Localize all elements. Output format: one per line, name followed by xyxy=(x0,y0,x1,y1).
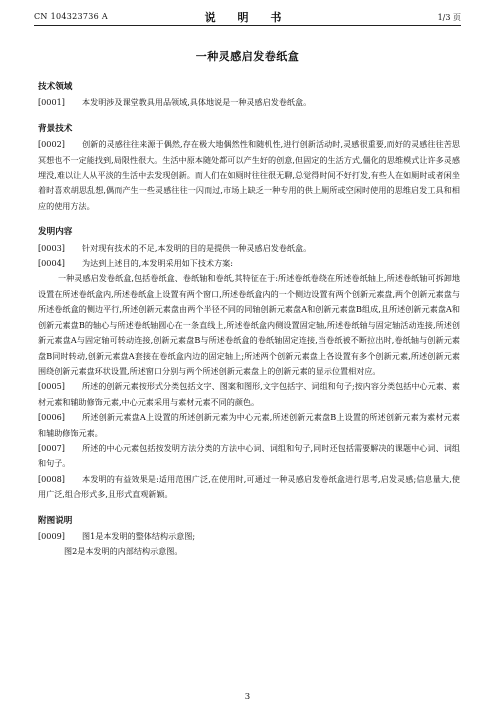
paragraph-0007 xyxy=(38,441,460,472)
paragraph-text: 所述的创新元素按形式分类包括文字、图案和图形,文字包括字、词组和句子;按内容分类包括中心元素、素材元素和辅助修饰元素,中心元素采用与素材元素不同的颜色。 xyxy=(38,381,460,407)
section-tech-field: 技术领域 xyxy=(38,82,73,92)
paragraph-text: 所述的中心元素包括按发明方法分类的方法中心词、词组和句子,同时还包括需要解决的课题中心词、词组和句子。 xyxy=(38,442,460,469)
page-indicator: 1/3 页 xyxy=(437,13,461,22)
paragraph-0001 xyxy=(38,95,460,110)
paragraph-text: 为达到上述目的,本发明采用如下技术方案: xyxy=(82,258,233,269)
paragraph-text: 本发明的有益效果是:适用范围广泛,在使用时,可通过一种灵感启发卷纸盒进行思考,启发灵感;信息量大,使用广泛,组合形式多,且形式直观新颖。 xyxy=(38,473,460,500)
paragraph-number: [0003] xyxy=(38,242,65,253)
paragraph-number: [0007] xyxy=(38,442,65,453)
document-type: 说 明 书 xyxy=(204,11,291,24)
paragraph-0004 xyxy=(38,256,460,271)
page-number: 3 xyxy=(244,692,251,702)
paragraph-text: 图1是本发明的整体结构示意图; xyxy=(82,530,196,541)
paragraph-number: [0004] xyxy=(38,258,65,269)
document-title: 一种灵感启发卷纸盒 xyxy=(195,50,300,63)
paragraph-text: 本发明涉及课堂教具用品领域,具体地说是一种灵感启发卷纸盒。 xyxy=(82,97,312,108)
paragraph-0009 xyxy=(38,529,460,544)
paragraph-0005 xyxy=(38,379,460,410)
paragraph-number: [0005] xyxy=(38,381,65,392)
paragraph-0003 xyxy=(38,241,460,256)
paragraph-0008 xyxy=(38,472,460,503)
paragraph-text: 所述创新元素盘A上设置的所述创新元素为中心元素,所述创新元素盘B上设置的所述创新元素为素材元素和辅助修饰元素。 xyxy=(38,412,460,438)
section-summary: 发明内容 xyxy=(38,227,73,238)
document-body xyxy=(38,78,460,560)
page-header xyxy=(34,8,461,26)
section-drawings: 附图说明 xyxy=(38,515,73,526)
paragraph-text: 针对现有技术的不足,本发明的目的是提供一种灵感启发卷纸盒。 xyxy=(82,242,312,253)
paragraph-text: 创新的灵感往往来源于偶然,存在极大地偶然性和随机性,进行创新活动时,灵感很重要,而好的灵感往往苦思冥想也不一定能找到,局限性很大。生活中原本随处都可以产生好的创意,但固定的生活方式,僵化的思维模式让许多灵感埋没,难以让人从平淡的生活中去发现创新。而人们在如厕时往往很无聊,总觉得时间不好打发,有些人在如厕时或者闲坐着时喜欢胡思乱想,偶而产生一些灵感往往一闪而过,市场上缺乏一种专用的供上厕所或空闲时使用的思维启发工具和相应的使用方法。 xyxy=(38,139,460,211)
paragraph-number: [0009] xyxy=(38,530,65,541)
paragraph-number: [0002] xyxy=(38,139,65,150)
paragraph-number: [0001] xyxy=(38,97,65,108)
paragraph-number: [0008] xyxy=(38,473,65,484)
paragraph-0002 xyxy=(38,137,460,214)
paragraph-number: [0006] xyxy=(38,412,65,423)
publication-number: CN 104323736 A xyxy=(34,12,108,21)
paragraph-0006 xyxy=(38,410,460,441)
paragraph-0004-body: 一种灵感启发卷纸盒,包括卷纸盒、卷纸轴和卷纸,其特征在于:所述卷纸卷绕在所述卷纸轴上,所述卷纸轴可拆卸地设置在所述卷纸盒内,所述卷纸盒上设置有两个窗口,所述卷纸盒内的一个侧边设置有两个创新元素盘,两个创新元素盘与所述卷纸盒的侧边平行,所述创新元素盘由两个半径不同的同轴创新元素盘A和创新元素盘B组成,且所述创新元素盘A和创新元素盘B的轴心与所述卷纸轴圆心在一条直线上,所述卷纸盒内侧设置固定轴,所述卷纸轴与固定轴活动连接,所述创新元素盘A与固定轴可转动连接,创新元素盘B与所述卷纸盒的卷纸轴固定连接,当卷纸被不断拉出时,卷纸轴与创新元素盘B同时转动,创新元素盘A套接在卷纸盒内边的固定轴上;所述两个创新元素盘上各设置有多个创新元素,所述创新元素围绕创新元素盘环状设置,所述窗口分别与两个所述创新元素盘上的创新元素的显示位置相对应。 xyxy=(38,273,460,376)
figure-caption-2: 图2是本发明的内部结构示意图。 xyxy=(64,546,183,557)
section-background: 背景技术 xyxy=(38,123,73,134)
